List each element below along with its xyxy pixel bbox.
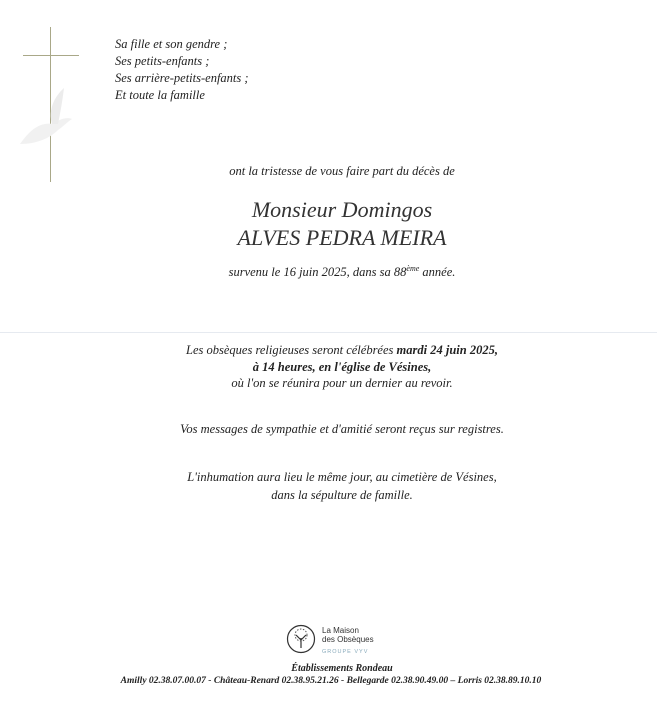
family-line: Et toute la famille: [115, 88, 205, 102]
addresses: Amilly 02.38.07.00.07 - Château-Renard 02.38.95.21.26 - Bellegarde 02.38.90.49.00 – Lorris 02.38.89.10.10: [120, 676, 542, 686]
messages-note: Vos messages de sympathie et d'amitié seront reçus sur registres.: [180, 422, 504, 436]
deceased-name-line2: ALVES PEDRA MEIRA: [237, 225, 447, 250]
company-name: Établissements Rondeau: [291, 663, 393, 674]
death-date: survenu le 16 juin 2025, dans sa 88ème année.: [228, 264, 456, 280]
family-line: Sa fille et son gendre ;: [115, 37, 228, 51]
cross-icon-bar: [23, 55, 79, 56]
deceased-name-line1: Monsieur Domingos: [251, 197, 433, 222]
burial-details: L'inhumation aura lieu le même jour, au cimetière de Vésines, dans la sépulture de famille.: [187, 470, 497, 502]
family-line: Ses petits-enfants ;: [115, 54, 210, 68]
funeral-details: Les obsèques religieuses seront célébrées mardi 24 juin 2025, à 14 heures, en l'église de Vésines, où l'on se réunira pour un dernier au revoir.: [186, 343, 498, 390]
dove-icon: [12, 82, 82, 152]
family-list: [115, 36, 249, 104]
divider: [0, 332, 657, 333]
family-line: Ses arrière-petits-enfants ;: [115, 71, 249, 85]
tree-icon: [286, 624, 316, 654]
announcement: ont la tristesse de vous faire part du décès de: [229, 164, 455, 178]
